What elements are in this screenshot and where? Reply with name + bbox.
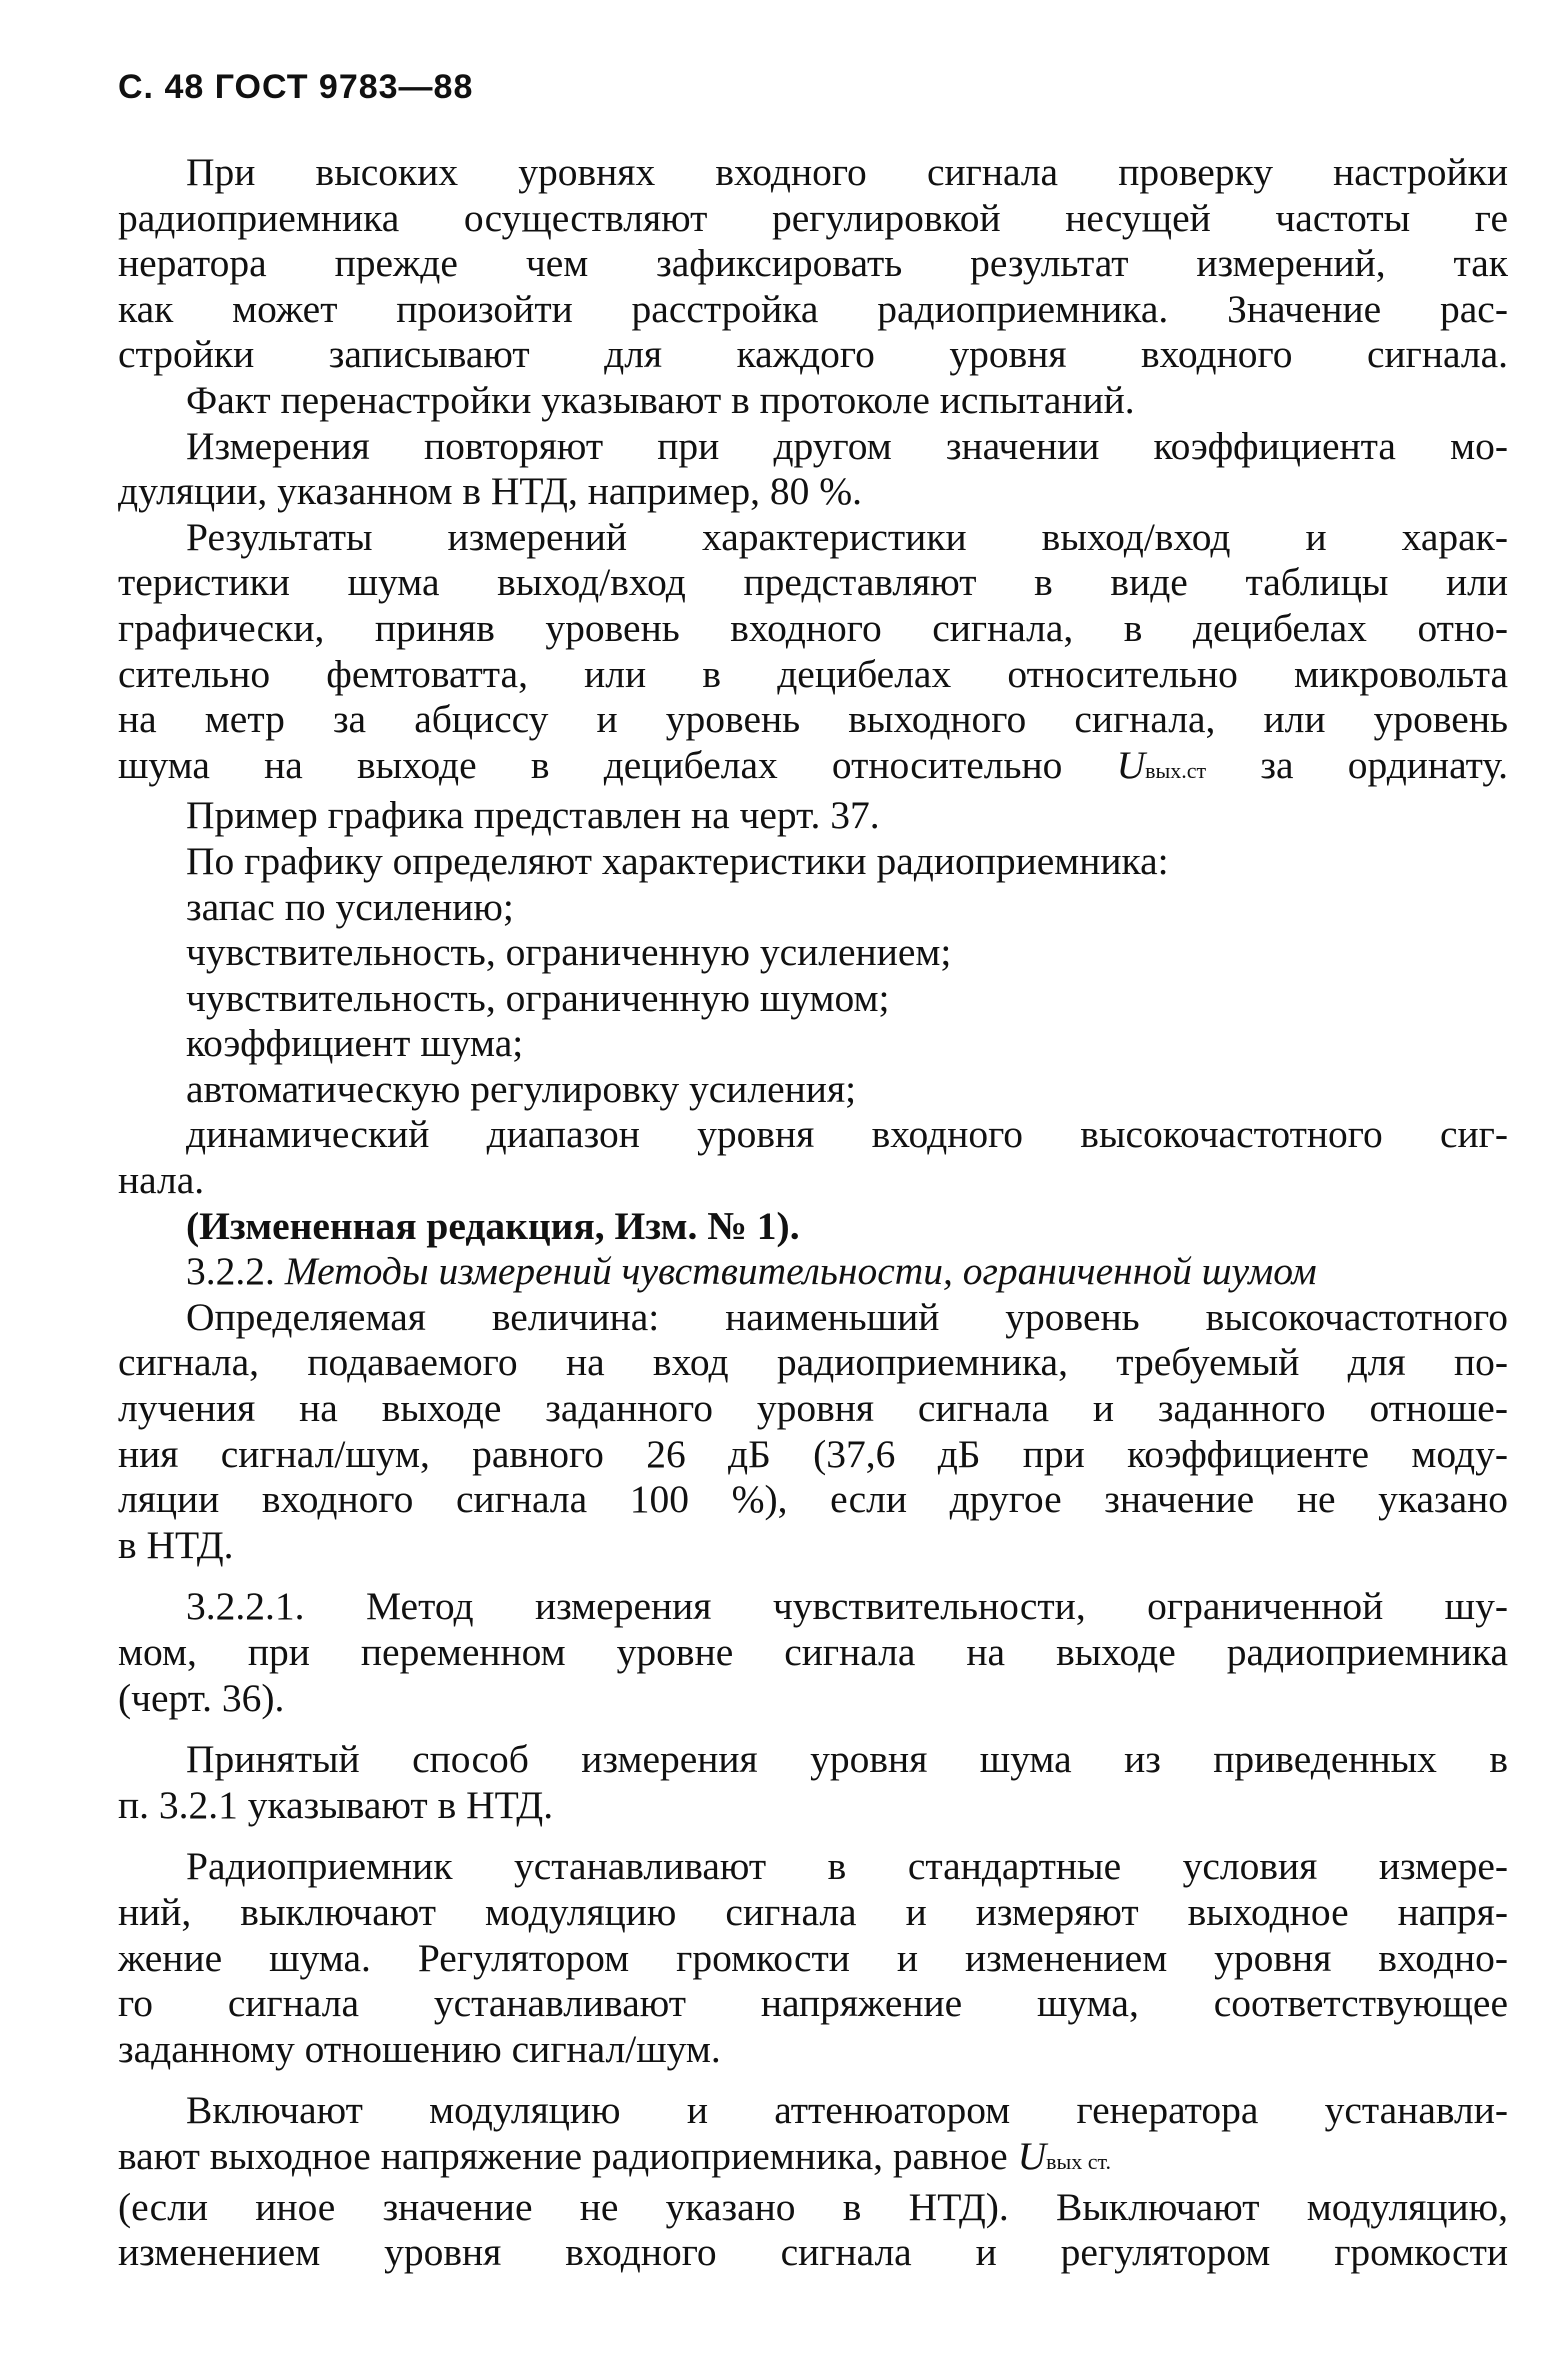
voltage-subscript: вых.ст <box>1145 757 1207 783</box>
page-header: С. 48 ГОСТ 9783—88 <box>118 68 474 106</box>
text-line: сительно фемтоватта, или в децибелах относительно микровольта <box>118 651 1508 696</box>
text-line <box>118 743 1508 794</box>
amendment-note: (Измененная редакция, Изм. № 1). <box>186 1203 800 1248</box>
list-item: коэффициент шума; <box>186 1021 524 1066</box>
text-line: Определяемая величина: наименьший уровень высокочастотного <box>186 1294 1508 1339</box>
text-line: на метр за абциссу и уровень выходного сигнала, или уровень <box>118 697 1508 742</box>
text-line: радиоприемника осуществляют регулировкой несущей частоты ге <box>118 195 1508 240</box>
text-line: п. 3.2.1 указывают в НТД. <box>118 1782 554 1827</box>
list-item: чувствительность, ограниченную усилением; <box>186 930 952 975</box>
text-line: Факт перенастройки указывают в протоколе испытаний. <box>186 377 1135 422</box>
text-line <box>118 2134 1508 2185</box>
text-line: Принятый способ измерения уровня шума из приведенных в <box>186 1737 1508 1782</box>
text-line: заданному отношению сигнал/шум. <box>118 2026 721 2071</box>
text-line: Радиоприемник устанавливают в стандартные условия измере- <box>186 1844 1508 1889</box>
text-line: нала. <box>118 1158 205 1203</box>
text-segment: шума на выходе в децибелах относительно <box>118 742 1117 787</box>
text-line: изменением уровня входного сигнала и регулятором громкости <box>118 2230 1508 2275</box>
text-line: (если иное значение не указано в НТД). Выключают модуляцию, <box>118 2184 1508 2229</box>
text-line: дуляции, указанном в НТД, например, 80 %. <box>118 469 863 514</box>
list-item: динамический диапазон уровня входного высокочастотного сиг- <box>186 1112 1508 1157</box>
text-line: нератора прежде чем зафиксировать результат измерений, так <box>118 241 1508 286</box>
section-title: Методы измерений чувствительности, ограниченной шумом <box>284 1249 1317 1294</box>
list-item: чувствительность, ограниченную шумом; <box>186 975 890 1020</box>
document-body <box>118 150 1508 2276</box>
voltage-symbol: U <box>1116 742 1146 787</box>
text-line: лучения на выходе заданного уровня сигнала и заданного отноше- <box>118 1386 1508 1431</box>
text-line: ний, выключают модуляцию сигнала и измеряют выходное напря- <box>118 1889 1508 1934</box>
text-line: сигнала, подаваемого на вход радиоприемника, требуемый для по- <box>118 1340 1508 1385</box>
section-heading <box>118 1249 1508 1295</box>
text-line: (черт. 36). <box>118 1675 285 1720</box>
list-item: автоматическую регулировку усиления; <box>186 1066 857 1111</box>
list-item: запас по усилению; <box>186 884 514 929</box>
text-segment: за ординату. <box>1206 742 1508 787</box>
text-line: жение шума. Регулятором громкости и изменением уровня входно- <box>118 1935 1508 1980</box>
text-line: го сигнала устанавливают напряжение шума, соответствующее <box>118 1981 1508 2026</box>
text-line: теристики шума выход/вход представляют в виде таблицы или <box>118 560 1508 605</box>
text-line: Пример графика представлен на черт. 37. <box>186 793 880 838</box>
text-line: Результаты измерений характеристики выход/вход и харак- <box>186 514 1508 559</box>
section-number: 3.2.2. <box>186 1249 285 1294</box>
text-line: графически, приняв уровень входного сигнала, в децибелах отно- <box>118 605 1508 650</box>
text-line: в НТД. <box>118 1522 234 1567</box>
text-line: как может произойти расстройка радиоприемника. Значение рас- <box>118 286 1508 331</box>
voltage-symbol: U <box>1017 2133 1047 2178</box>
text-line: мом, при переменном уровне сигнала на выходе радиоприемника <box>118 1630 1508 1674</box>
text-line: ляции входного сигнала 100 %), если другое значение не указано <box>118 1477 1508 1522</box>
text-line: ния сигнал/шум, равного 26 дБ (37,6 дБ при коэффициенте моду- <box>118 1431 1508 1476</box>
text-segment: вают выходное напряжение радиоприемника, равное <box>118 2133 1018 2178</box>
voltage-subscript: вых ст. <box>1046 2148 1112 2174</box>
text-line: Измерения повторяют при другом значении коэффициента мо- <box>186 423 1508 468</box>
text-line: По графику определяют характеристики радиоприемника: <box>186 838 1169 883</box>
text-line: Включают модуляцию и аттенюатором генератора устанавли- <box>186 2088 1508 2133</box>
text-line: 3.2.2.1. Метод измерения чувствительности, ограниченной шу- <box>186 1584 1508 1629</box>
text-line: При высоких уровнях входного сигнала проверку настройки <box>186 150 1508 194</box>
text-line: стройки записывают для каждого уровня входного сигнала. <box>118 332 1508 377</box>
